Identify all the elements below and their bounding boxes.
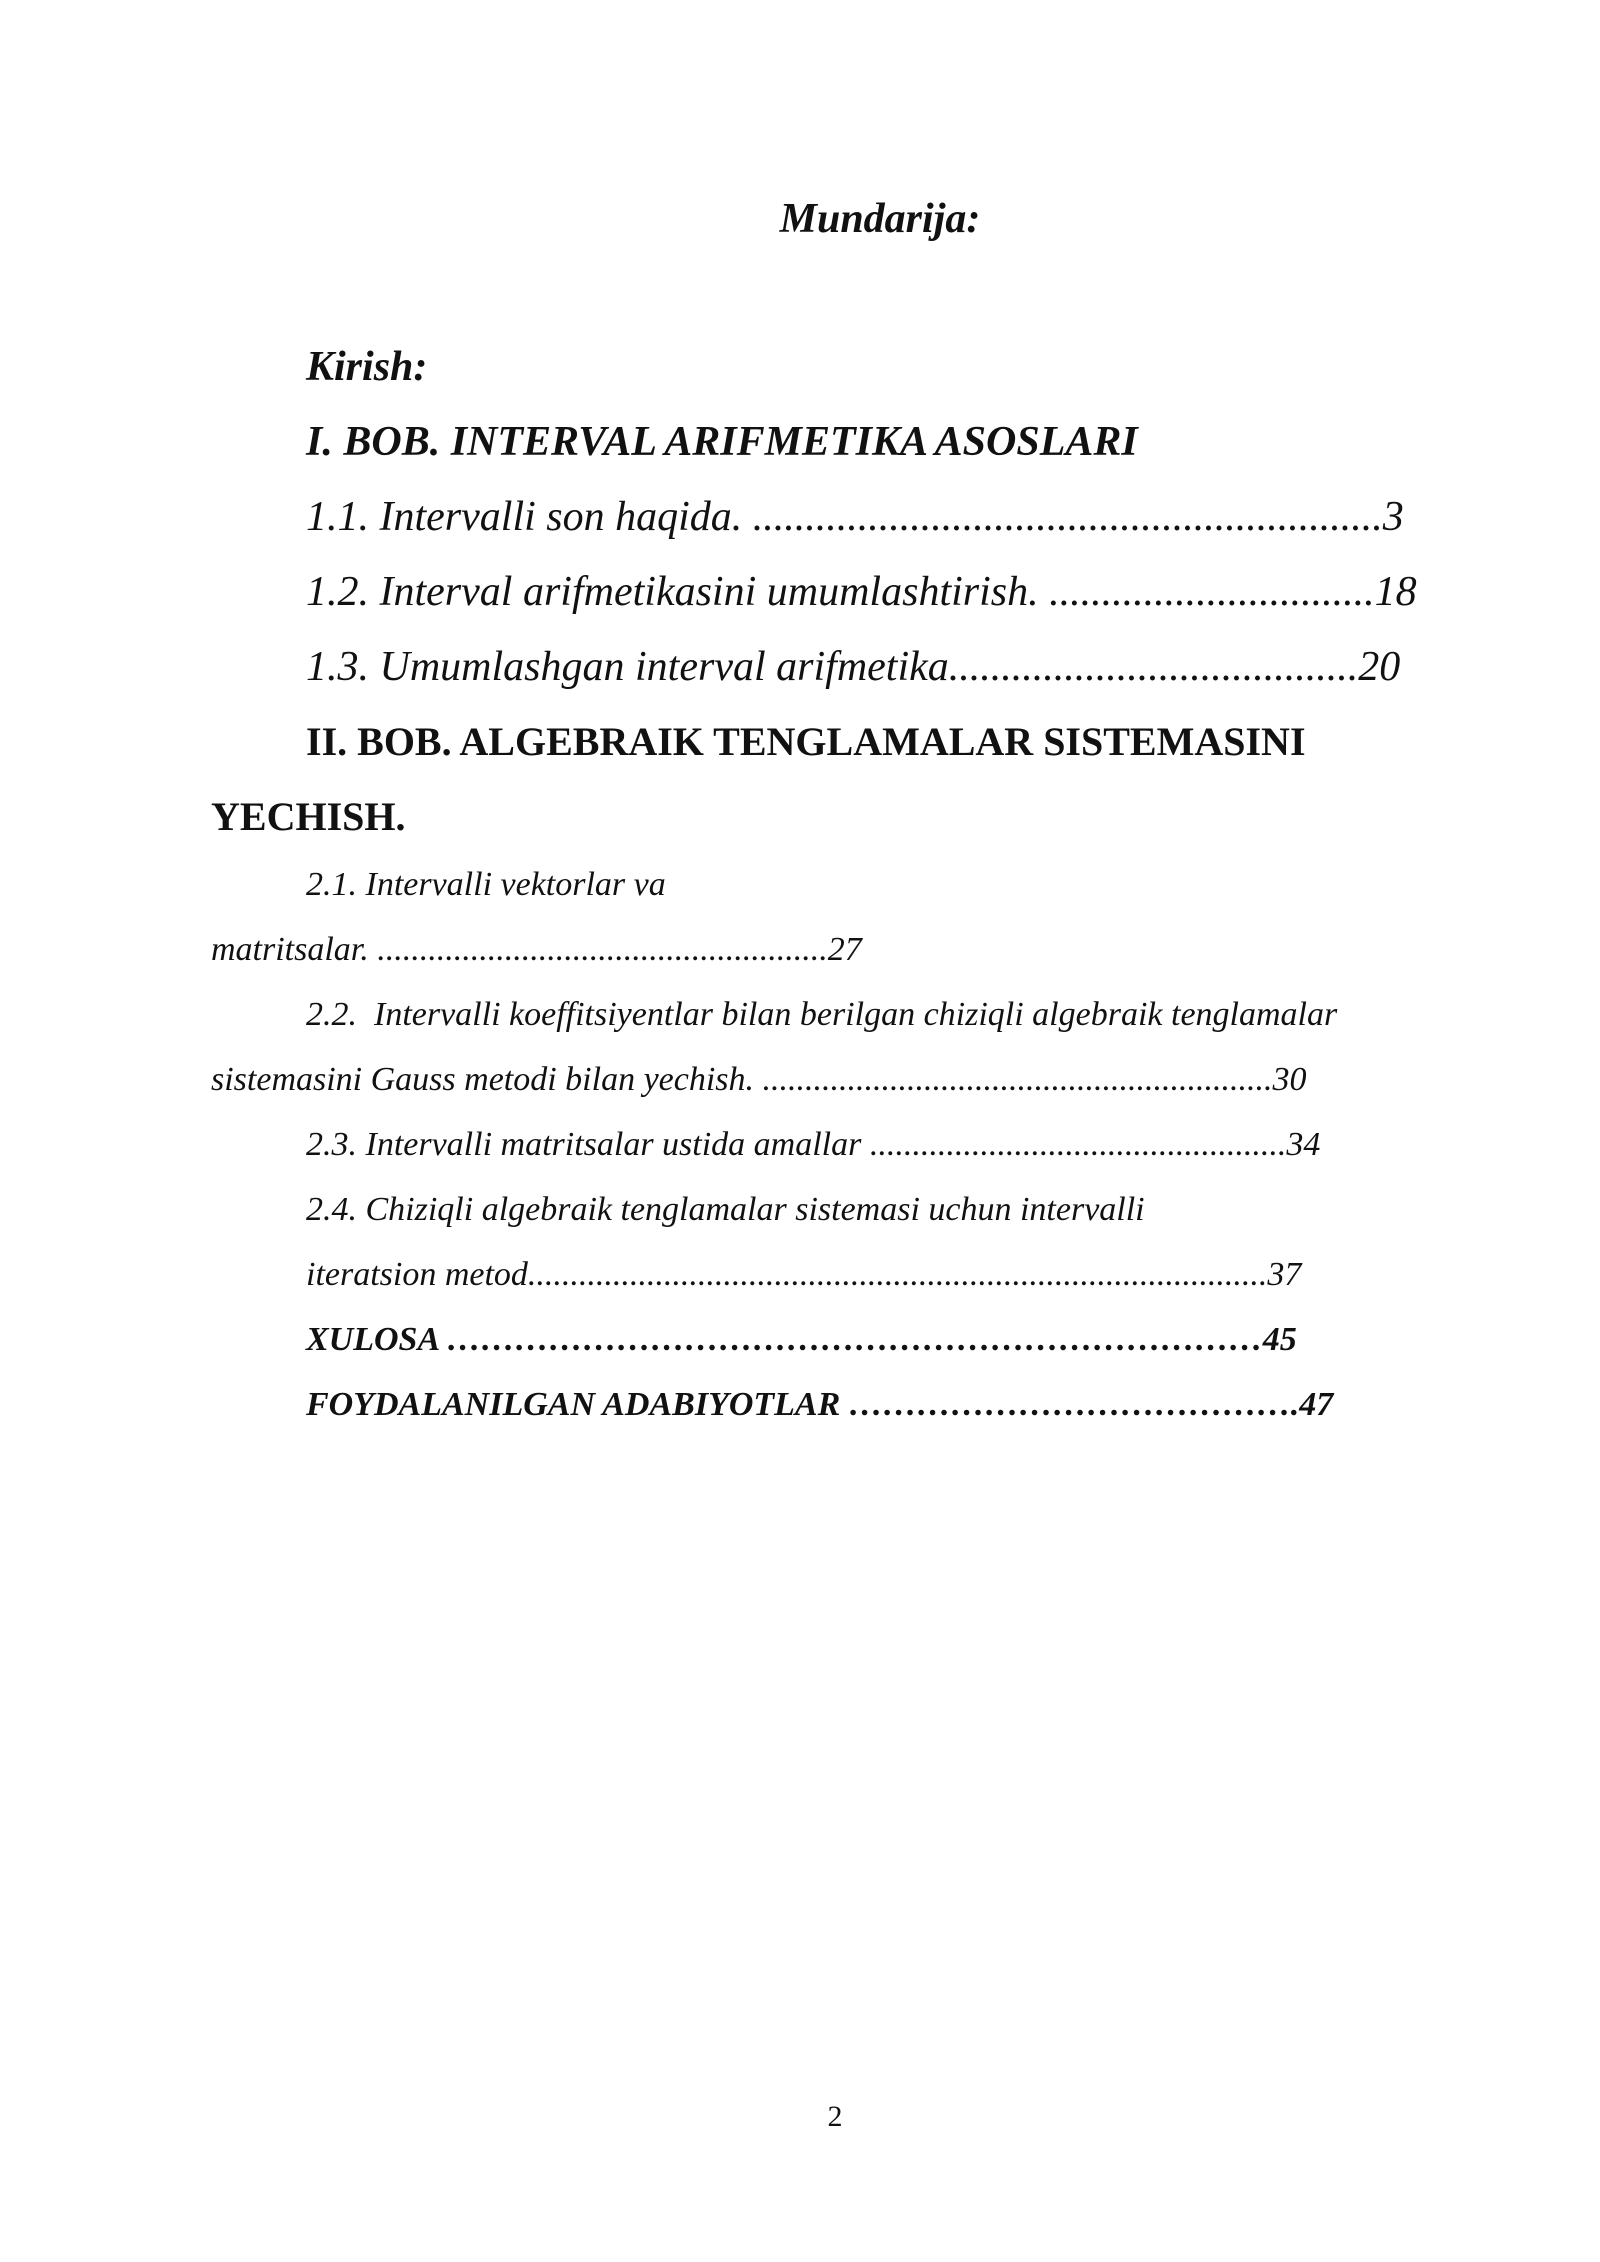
toc-entry-xulosa: XULOSA ………………………………………………………………45 (306, 1321, 1297, 1358)
toc-entry-1-1: 1.1. Intervalli son haqida. ............................................................3 (306, 494, 1404, 540)
toc-title: Mundarija: (779, 196, 981, 242)
toc-entry-2-1-cont: matritsalar. .....................................................27 (211, 931, 862, 968)
toc-entry-2-1: 2.1. Intervalli vektorlar va (306, 866, 666, 903)
toc-entry-adabiyotlar: FOYDALANILGAN ADABIYOTLAR ………………………………….47 (306, 1386, 1334, 1423)
toc-entry-2-2: 2.2. Intervalli koeffitsiyentlar bilan berilgan chiziqli algebraik tenglamalar (306, 996, 1338, 1033)
toc-entry-2-3: 2.3. Intervalli matritsalar ustida amallar .................................................34 (306, 1126, 1321, 1163)
page-number: 2 (827, 2100, 843, 2133)
toc-entry-2-4-cont: iteratsion metod.......................................................................................37 (306, 1256, 1302, 1293)
toc-entry-chapter-2: II. BOB. ALGEBRAIK TENGLAMALAR SISTEMASINI (306, 719, 1306, 764)
toc-entry-1-3: 1.3. Umumlashgan interval arifmetika.......................................20 (306, 644, 1401, 690)
toc-entry-kirish: Kirish: (306, 344, 428, 390)
toc-entry-1-2: 1.2. Interval arifmetikasini umumlashtirish. ...............................18 (306, 569, 1417, 615)
toc-entry-chapter-1: I. BOB. INTERVAL ARIFMETIKA ASOSLARI (306, 419, 1138, 465)
toc-entry-2-4: 2.4. Chiziqli algebraik tenglamalar sistemasi uchun intervalli (306, 1191, 1145, 1228)
toc-entry-chapter-2-cont: YECHISH. (211, 794, 406, 839)
toc-entry-2-2-cont: sistemasini Gauss metodi bilan yechish. ............................................................30 (211, 1061, 1307, 1098)
